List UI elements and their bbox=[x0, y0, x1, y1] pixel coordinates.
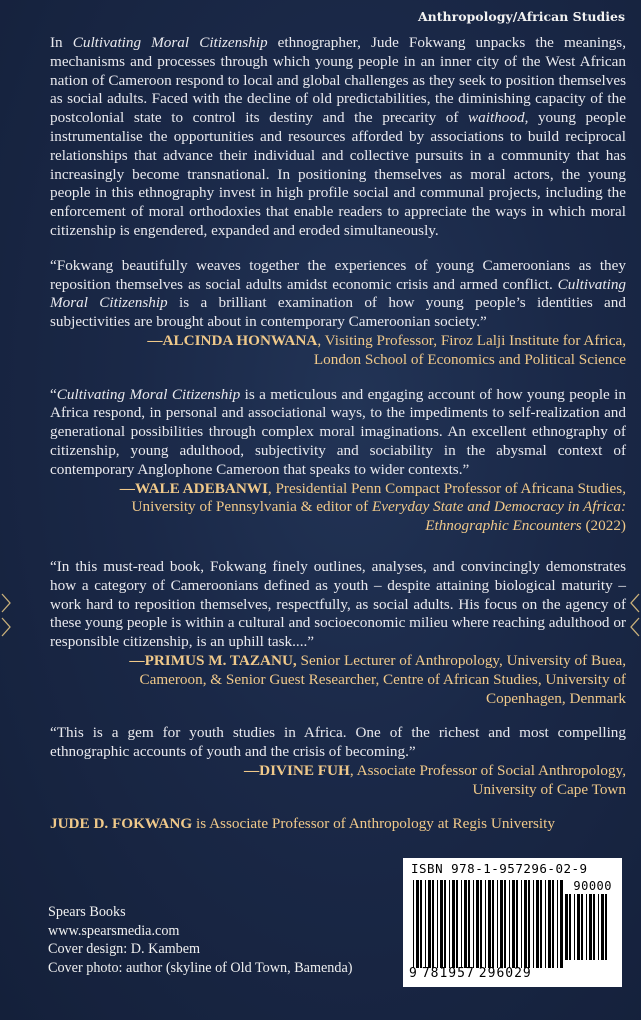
price-barcode-bars bbox=[562, 894, 612, 960]
publisher-website: www.spearsmedia.com bbox=[48, 922, 180, 939]
cover-design-credit: Cover design: D. Kambem bbox=[48, 941, 201, 958]
endorsement-quote-2: “Cultivating Moral Citizenship is a meticulous and engaging account of how young people in Africa respond, in personal and associational ways, to the impediments to self-realization and generational possibilities through complex moral imaginations. An excellent ethnography of citizenship, young adulthood, subjectivity and sociability in the abysmal context of contemporary Anglophone Cameroon that speaks to wider contexts.” bbox=[50, 385, 626, 478]
publisher-info bbox=[48, 903, 353, 977]
author-note: JUDE D. FOKWANG is Associate Professor of Anthropology at Regis University bbox=[50, 815, 555, 833]
book-blurb: In Cultivating Moral Citizenship ethnographer, Jude Fokwang unpacks the meanings, mechanisms and processes through which young people in an inner city of the West African nation of Cameroon respond to local and global challenges as they seek to position themselves as social adults. Faced with the decline of old predictabilities, the diminishing capacity of the postcolonial state to control its destiny and the precarity of waithood, young people instrumentalise the opportunities and resources afforded by associations to build reciprocal relationships that advance their individual and collective pursuits in a community that has increasingly become transnational. In positioning themselves as moral actors, the young people in this ethnography invest in high profile social and communal projects, including the enforcement of moral orthodoxies that enable readers to appreciate the ways in which moral citizenship is engendered, expanded and eroded simultaneously. bbox=[50, 34, 626, 239]
barcode-digits: 9 781957 296029 bbox=[409, 966, 532, 981]
right-chevron-icon bbox=[627, 590, 641, 640]
left-chevron-icon bbox=[0, 590, 14, 640]
category-tag: Anthropology/African Studies bbox=[417, 9, 625, 24]
endorsement-quote-1: “Fokwang beautifully weaves together the experiences of young Cameroonians as they reposition themselves as social adults amidst economic crisis and armed conflict. Cultivating Moral Citizenship is a brilliant examination of how young people’s identities and subjectivities are brought about in contemporary Cameroonian society.” bbox=[50, 256, 626, 331]
endorsement-attribution-4: —DIVINE FUH, Associate Professor of Social Anthropology, University of Cape Town bbox=[243, 761, 626, 798]
endorsement-attribution-3: —PRIMUS M. TAZANU, Senior Lecturer of Anthropology, University of Buea, Cameroon, & Senior Guest Researcher, Centre of African Studies, University of Copenhagen, Denmark bbox=[129, 651, 626, 707]
publisher-name: Spears Books bbox=[48, 904, 126, 920]
endorsement-attribution-1: —ALCINDA HONWANA, Visiting Professor, Firoz Lalji Institute for Africa, London School of Economics and Political Science bbox=[147, 331, 626, 368]
cover-photo-credit: Cover photo: author (skyline of Old Town, Bamenda) bbox=[48, 959, 353, 976]
isbn-barcode bbox=[403, 858, 622, 987]
back-cover-text bbox=[50, 34, 626, 834]
endorsement-attribution-2: —WALE ADEBANWI, Presidential Penn Compact Professor of Africana Studies, University of Pennsylvania & editor of Everyday State and Democracy in Africa: Ethnographic Encounters (2022) bbox=[119, 479, 626, 535]
endorsement-quote-3: “In this must-read book, Fokwang finely outlines, analyses, and convincingly demonstrates how a category of Cameroonians defined as youth – despite attaining biological maturity – work hard to reposition themselves, respectfully, as social adults. His focus on the agency of these young people is within a cultural and socioeconomic milieu where reaching adulthood or responsible citizenship, is an uphill task....” bbox=[50, 557, 626, 651]
ean-barcode-bars bbox=[413, 880, 563, 968]
price-code: 90000 bbox=[573, 879, 612, 893]
endorsement-quote-4: “This is a gem for youth studies in Africa. One of the richest and most compelling ethnographic accounts of youth and the crisis of becoming.” bbox=[50, 724, 626, 761]
isbn-text: ISBN 978-1-957296-02-9 bbox=[411, 861, 588, 876]
